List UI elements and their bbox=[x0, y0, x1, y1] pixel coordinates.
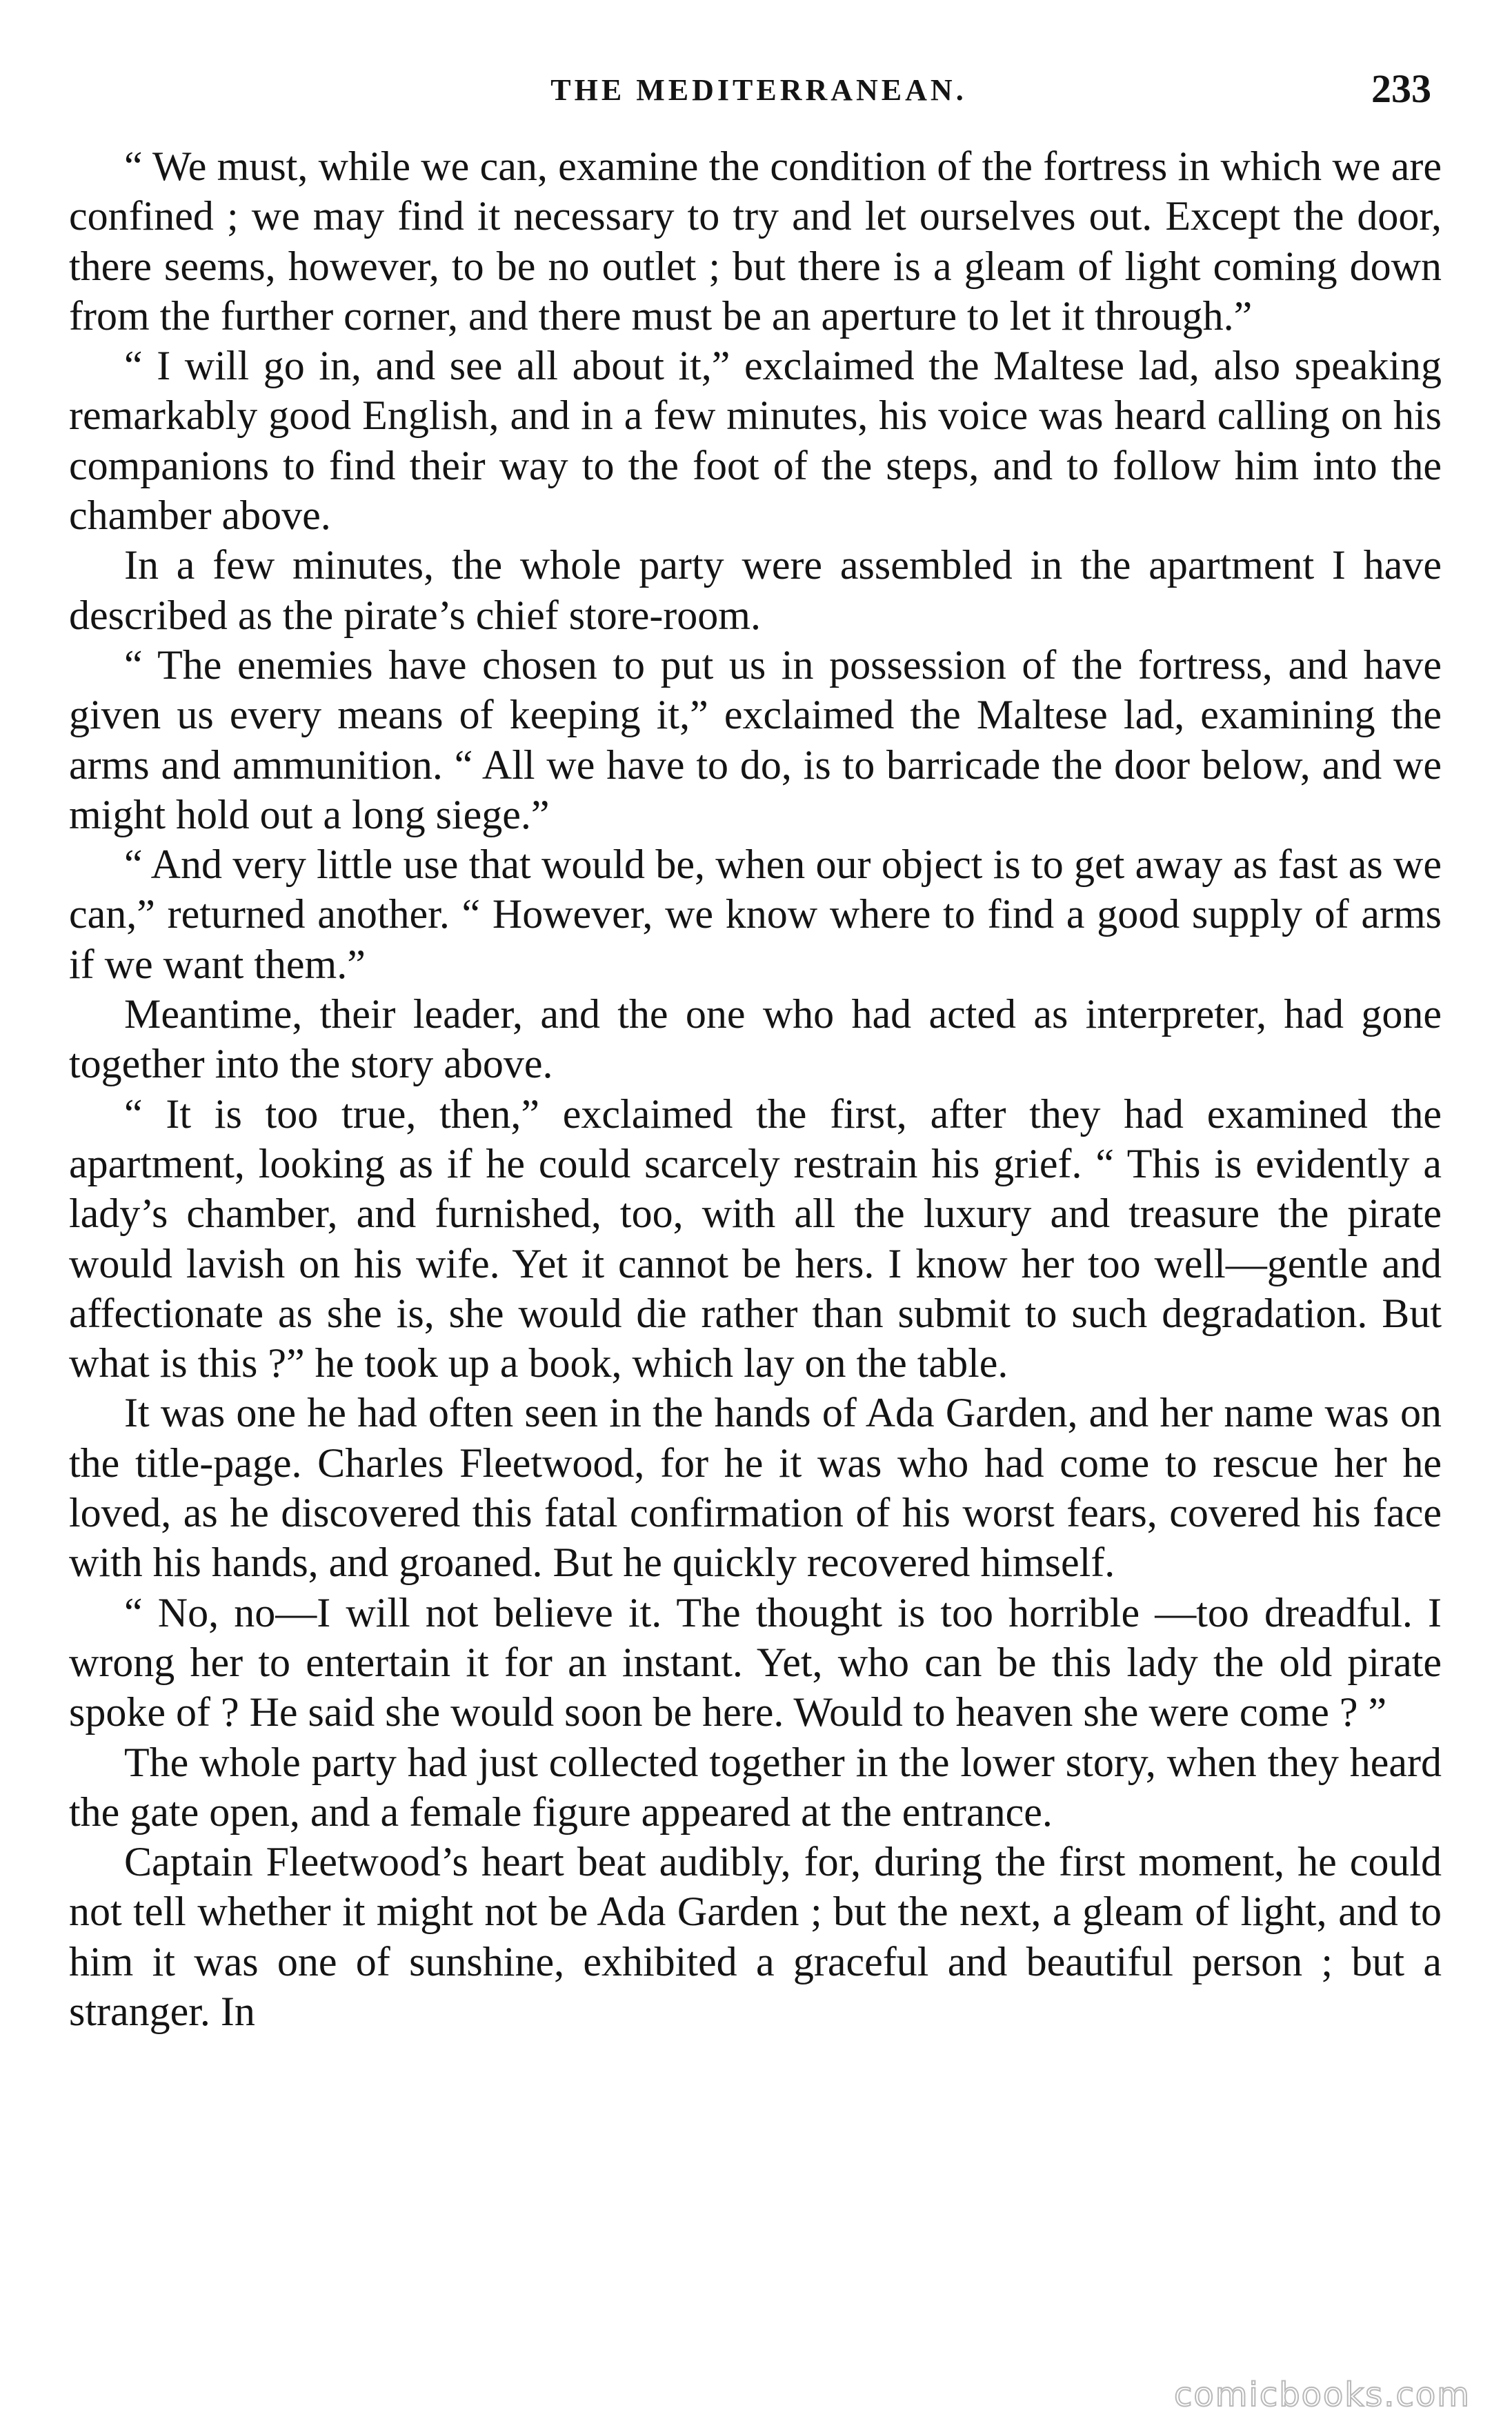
paragraph: In a few minutes, the whole party were assembled in the apartment I have described as the pirate’s chief store-room. bbox=[69, 542, 1442, 638]
paragraph: “ The enemies have chosen to put us in possession of the fortress, and have given us every means of keeping it,” exclaimed the Maltese lad, examining the arms and ammunition. “ All we have to do, is to barricade the door below, and we might hold out a long siege.” bbox=[69, 641, 1442, 837]
page-header bbox=[69, 66, 1449, 121]
paragraph: Meantime, their leader, and the one who had acted as interpreter, had gone together into the story above. bbox=[69, 991, 1442, 1087]
paragraph: “ And very little use that would be, when our object is to get away as fast as we can,” returned another. “ However, we know where to find a good supply of arms if we want them.” bbox=[69, 842, 1442, 987]
watermark: comicbooks.com bbox=[1173, 2376, 1471, 2414]
paragraph: The whole party had just collected together in the lower story, when they heard the gate open, and a female figure appeared at the entrance. bbox=[69, 1739, 1442, 1835]
paragraph: “ It is too true, then,” exclaimed the first, after they had examined the apartment, looking as if he could scarcely restrain his grief. “ This is evidently a lady’s chamber, and furnished, too, with all the luxury and treasure the pirate would lavish on his wife. Yet it cannot be hers. I know her too well—gentle and affectionate as she is, she would die rather than submit to such degradation. But what is this ?” he took up a book, which lay on the table. bbox=[69, 1091, 1442, 1386]
running-head: THE MEDITERRANEAN. bbox=[550, 73, 967, 107]
paragraph: Captain Fleetwood’s heart beat audibly, for, during the first moment, he could not tell whether it might not be Ada Garden ; but the next, a gleam of light, and to him it was one of sunshine, exhibited a graceful and beautiful person ; but a stranger. In bbox=[69, 1839, 1442, 2034]
page-number: 233 bbox=[1371, 66, 1431, 111]
paragraph: It was one he had often seen in the hands of Ada Garden, and her name was on the title-page. Charles Fleetwood, for he it was who had come to rescue her he loved, as he discovered this fatal confirmation of his worst fears, covered his face with his hands, and groaned. But he quickly recovered himself. bbox=[69, 1390, 1442, 1586]
body-text bbox=[69, 141, 1442, 2036]
paragraph: “ We must, while we can, examine the condition of the fortress in which we are confined ; we may find it necessary to try and let ourselves out. Except the door, there seems, however, to be no outlet ; but there is a gleam of light coming down from the further corner, and there must be an aperture to let it through.” bbox=[69, 143, 1442, 339]
paragraph: “ I will go in, and see all about it,” exclaimed the Maltese lad, also speaking remarkably good English, and in a few minutes, his voice was heard calling on his companions to find their way to the foot of the steps, and to follow him into the chamber above. bbox=[69, 343, 1442, 539]
paragraph: “ No, no—I will not believe it. The thought is too horrible —too dreadful. I wrong her to entertain it for an instant. Yet, who can be this lady the old pirate spoke of ? He said she would soon be here. Would to heaven she were come ? ” bbox=[69, 1589, 1442, 1735]
